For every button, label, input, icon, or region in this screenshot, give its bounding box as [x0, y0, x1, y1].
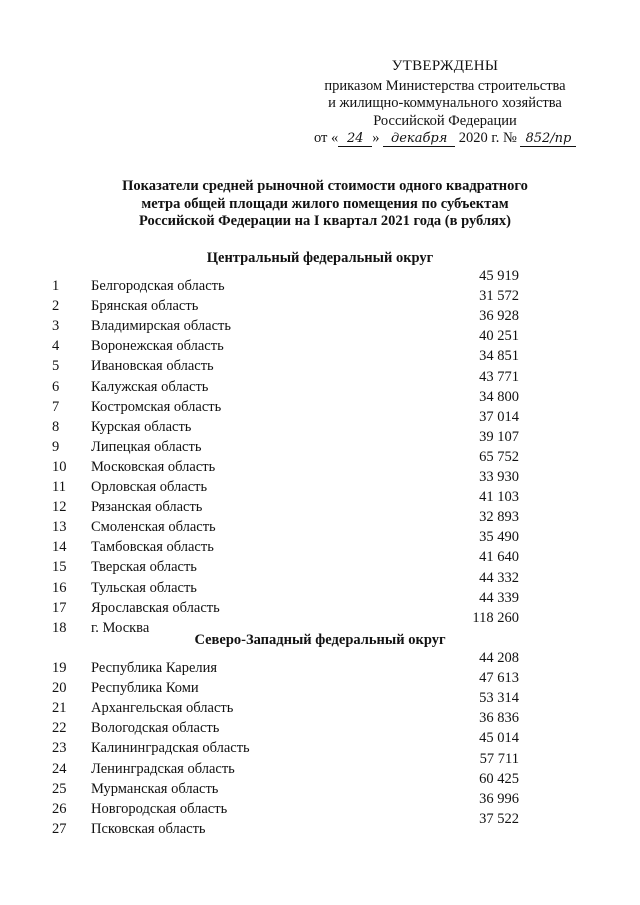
- price-value: 60 425: [479, 770, 519, 787]
- price-value: 41 103: [479, 489, 519, 506]
- table-row: [0, 589, 640, 616]
- price-value: 57 711: [479, 750, 519, 767]
- price-value: 43 771: [479, 368, 519, 385]
- region-name: Курская область: [91, 418, 192, 435]
- table-row: [0, 328, 640, 355]
- row-number: 3: [52, 318, 60, 335]
- region-name: Республика Коми: [91, 680, 199, 697]
- table-row: [0, 408, 640, 435]
- price-value: 41 640: [479, 549, 519, 566]
- table-row: [0, 288, 640, 315]
- table-row: [0, 308, 640, 335]
- approval-block: [300, 58, 590, 148]
- table-row: [0, 388, 640, 415]
- region-name: Рязанская область: [91, 499, 203, 516]
- table-row: [0, 268, 640, 294]
- row-number: 9: [52, 438, 60, 455]
- row-number: 4: [52, 338, 60, 355]
- row-number: 13: [52, 519, 67, 536]
- region-name: Архангельская область: [91, 700, 234, 717]
- region-name: Ленинградская область: [91, 760, 235, 777]
- price-value: 31 572: [479, 288, 519, 305]
- table-row: [0, 348, 640, 375]
- order-month-handwritten: декабря: [383, 132, 455, 147]
- row-number: 17: [52, 599, 67, 616]
- row-number: 14: [52, 539, 67, 556]
- approval-line-3: Российской Федерации: [373, 112, 517, 129]
- price-value: 65 752: [479, 448, 519, 465]
- region-name: Ярославская область: [91, 599, 220, 616]
- table-row: [0, 489, 640, 516]
- table-row: [0, 750, 640, 777]
- price-value: 47 613: [479, 670, 519, 687]
- region-name: Липецкая область: [91, 438, 202, 455]
- row-number: 11: [52, 479, 66, 495]
- order-day-handwritten: 24: [338, 132, 372, 147]
- row-number: 1: [52, 278, 60, 294]
- table-row: [0, 810, 640, 837]
- table-row: [0, 569, 640, 596]
- price-value: 40 251: [479, 328, 519, 345]
- region-name: Новгородская область: [91, 800, 228, 817]
- approval-line-2: и жилищно-коммунального хозяйства: [328, 95, 562, 111]
- approval-heading: УТВЕРЖДЕНЫ: [391, 58, 499, 74]
- table-row: [0, 730, 640, 757]
- section-title: Центральный федеральный округ: [206, 250, 434, 266]
- table-row: [0, 670, 640, 697]
- table-row: [0, 448, 640, 475]
- price-value: 39 107: [479, 428, 519, 445]
- price-value: 37 522: [479, 810, 519, 827]
- row-number: 8: [52, 418, 60, 435]
- price-value: 44 208: [479, 650, 519, 666]
- row-number: 15: [52, 559, 67, 576]
- region-name: Калужская область: [91, 378, 209, 395]
- price-value: 36 928: [479, 308, 519, 325]
- approval-line-1: приказом Министерства строительства: [324, 77, 566, 94]
- order-number-handwritten: 852/пр: [520, 132, 576, 147]
- order-year-label: 2020 г. №: [458, 130, 517, 146]
- region-name: Белгородская область: [91, 278, 225, 294]
- region-name: Воронежская область: [91, 338, 224, 355]
- table-row: [0, 650, 640, 676]
- region-name: Псковская область: [91, 820, 206, 837]
- price-value: 35 490: [479, 529, 519, 546]
- region-name: Мурманская область: [91, 780, 219, 797]
- row-number: 20: [52, 680, 67, 697]
- table-row: [0, 790, 640, 817]
- price-value: 33 930: [479, 469, 519, 485]
- section-title: Северо-Западный федеральный округ: [194, 632, 446, 648]
- price-value: 118 260: [472, 609, 519, 626]
- table-row: [0, 529, 640, 556]
- row-number: 25: [52, 780, 67, 797]
- region-name: Калининградская область: [91, 740, 250, 757]
- order-from-label: от «: [314, 130, 339, 146]
- order-close-quote: »: [372, 130, 380, 146]
- row-number: 16: [52, 579, 67, 596]
- region-name: Тверская область: [91, 559, 197, 576]
- region-name: Республика Карелия: [91, 660, 218, 676]
- row-number: 7: [52, 398, 60, 415]
- region-name: Ивановская область: [91, 358, 214, 375]
- title-line-3: Российской Федерации на I квартал 2021 года (в рублях): [139, 213, 511, 229]
- table-row: [0, 609, 640, 636]
- table-row: [0, 469, 640, 495]
- region-name: Тульская область: [91, 579, 197, 596]
- title-line-2: метра общей площади жилого помещения по субъектам: [141, 195, 509, 212]
- row-number: 18: [52, 619, 67, 636]
- row-number: 6: [52, 378, 60, 395]
- region-name: Московская область: [91, 458, 216, 475]
- table-row: [0, 710, 640, 737]
- region-name: Костромская область: [91, 398, 222, 415]
- price-value: 45 014: [479, 730, 519, 747]
- table-row: [0, 428, 640, 455]
- price-value: 34 851: [479, 348, 519, 365]
- row-number: 19: [52, 660, 67, 676]
- region-name: Орловская область: [91, 479, 208, 495]
- price-value: 44 339: [479, 589, 519, 606]
- row-number: 24: [52, 760, 67, 777]
- row-number: 22: [52, 720, 67, 737]
- row-number: 23: [52, 740, 67, 757]
- row-number: 5: [52, 358, 60, 375]
- row-number: 2: [52, 298, 60, 315]
- table-row: [0, 368, 640, 395]
- price-value: 44 332: [479, 569, 519, 586]
- region-name: г. Москва: [91, 619, 150, 636]
- table-row: [0, 549, 640, 576]
- row-number: 21: [52, 700, 67, 717]
- row-number: 27: [52, 820, 67, 837]
- region-name: Тамбовская область: [91, 539, 214, 556]
- title-line-1: Показатели средней рыночной стоимости одного квадратного: [122, 178, 528, 194]
- order-reference: [300, 130, 590, 148]
- region-name: Брянская область: [91, 298, 199, 315]
- region-name: Вологодская область: [91, 720, 220, 737]
- price-value: 36 836: [479, 710, 519, 727]
- region-name: Владимирская область: [91, 318, 231, 335]
- row-number: 26: [52, 800, 67, 817]
- price-value: 34 800: [479, 388, 519, 405]
- price-value: 53 314: [479, 690, 519, 707]
- table-row: [0, 509, 640, 536]
- row-number: 12: [52, 499, 67, 516]
- table-row: [0, 690, 640, 717]
- table-row: [0, 770, 640, 797]
- price-value: 45 919: [479, 268, 519, 284]
- price-value: 36 996: [479, 790, 519, 807]
- region-name: Смоленская область: [91, 519, 216, 536]
- price-value: 32 893: [479, 509, 519, 526]
- document-title: [90, 178, 560, 231]
- row-number: 10: [52, 458, 67, 475]
- price-value: 37 014: [479, 408, 519, 425]
